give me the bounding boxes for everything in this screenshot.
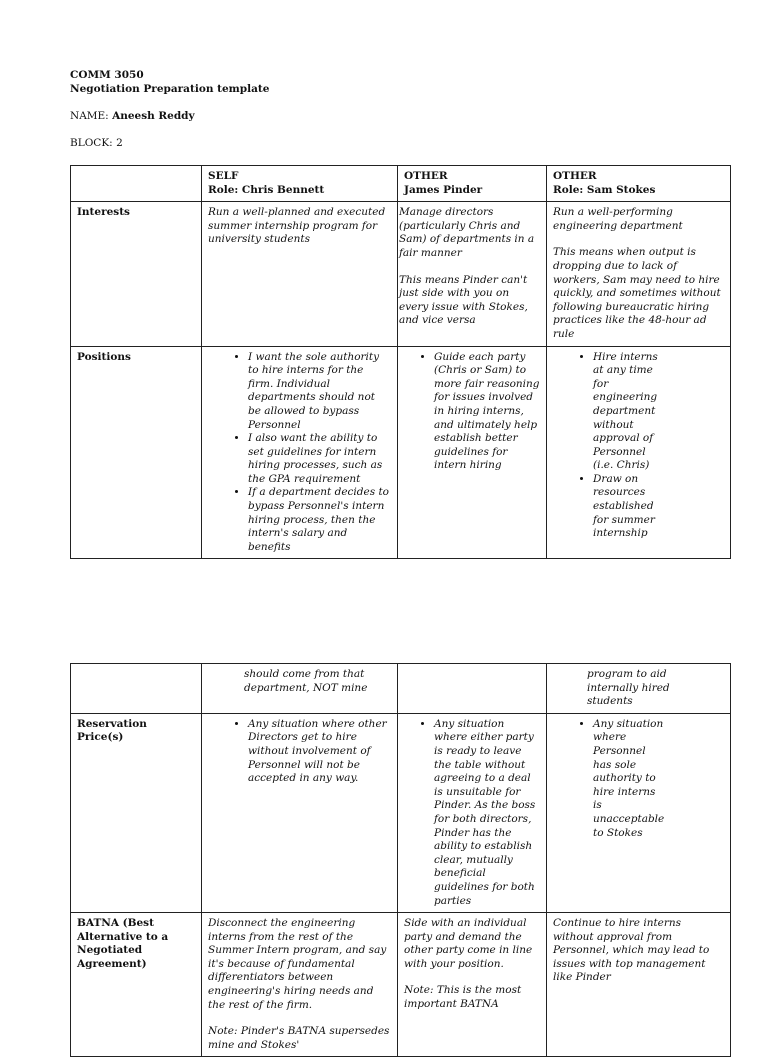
block-label: BLOCK: xyxy=(70,137,113,149)
self-header-line2: Role: Chris Bennett xyxy=(208,183,325,196)
continued-other1-empty xyxy=(398,664,547,714)
positions-other2-cell xyxy=(547,346,731,559)
self-header-line1: SELF xyxy=(208,170,239,182)
header-empty-cell xyxy=(71,166,202,202)
interests-other2-p2: This means when output is dropping due to lack of workers, Sam may need to hire quickly, and sometimes without following bureaucratic hiring practices like the 48-hour ad rule xyxy=(553,246,721,340)
document-title: Negotiation Preparation template xyxy=(70,83,270,95)
interests-other1-cell xyxy=(398,202,547,346)
other1-header-cell xyxy=(398,166,547,202)
name-line xyxy=(70,109,269,123)
course-code: COMM 3050 xyxy=(70,69,144,81)
positions-other1-cell xyxy=(398,346,547,559)
block-value: 2 xyxy=(116,137,123,149)
reservation-self-cell xyxy=(202,713,398,912)
batna-self-p1: Disconnect the engineering interns from the rest of the Summer Intern program, and say it's because of fundamental differentiators between engineering's hiring needs and the rest of the firm. xyxy=(208,917,387,1011)
positions-other2-continued: program to aid internally hired students xyxy=(547,664,731,714)
continued-empty-cell xyxy=(71,664,202,714)
interests-label: Interests xyxy=(71,202,202,346)
block-line xyxy=(70,136,269,150)
interests-other2-p1: Run a well-performing engineering department xyxy=(553,206,683,232)
batna-label: BATNA (Best Alternative to a Negotiated Agreement) xyxy=(71,913,202,1057)
interests-self-cell: Run a well-planned and executed summer internship program for university students xyxy=(202,202,398,346)
batna-row xyxy=(71,913,731,1057)
reservation-other2-cell xyxy=(547,713,731,912)
list-item: • I want the sole authority to hire interns for the firm. Individual departments should not be allowed to bypass Personnel xyxy=(248,351,391,433)
negotiation-table-part-2 xyxy=(70,663,731,1057)
negotiation-table-part-1 xyxy=(70,165,731,559)
batna-other2-p1: Continue to hire interns without approval from Personnel, which may lead to issues with top management like Pinder xyxy=(553,917,710,984)
batna-other1-p1: Side with an individual party and demand the other party come in line with your position. xyxy=(404,917,533,970)
list-item: • Hire interns at any time for engineering department without approval of Personnel (i.e. Chris) xyxy=(593,351,664,473)
list-item: • Any situation where either party is ready to leave the table without agreeing to a deal is unsuitable for Pinder. As the boss for both directors, Pinder has the ability to establish clear, mutually beneficial guidelines for both parties xyxy=(434,718,540,908)
document-header xyxy=(70,68,269,150)
self-header-cell xyxy=(202,166,398,202)
other1-header-line1: OTHER xyxy=(404,170,448,182)
list-item: • Draw on resources established for summer internship xyxy=(593,473,664,541)
positions-row xyxy=(71,346,731,559)
other1-header-line2: James Pinder xyxy=(404,183,483,196)
reservation-row xyxy=(71,713,731,912)
interests-other1-p2: This means Pinder can't just side with you on every issue with Stokes, and vice versa xyxy=(399,273,528,327)
positions-self-cell xyxy=(202,346,398,559)
name-label: NAME: xyxy=(70,110,109,122)
list-item: • If a department decides to bypass Personnel's intern hiring process, then the intern's salary and benefits xyxy=(248,486,391,554)
positions-self-continued: should come from that department, NOT mine xyxy=(202,664,398,714)
batna-other2-cell xyxy=(547,913,731,1057)
batna-self-cell xyxy=(202,913,398,1057)
name-value: Aneesh Reddy xyxy=(112,110,195,122)
batna-self-p2: Note: Pinder's BATNA supersedes mine and Stokes' xyxy=(208,1025,390,1051)
list-item: • Any situation where other Directors get to hire without involvement of Personnel will not be accepted in any way. xyxy=(248,718,387,786)
positions-label: Positions xyxy=(71,346,202,559)
list-item: • Any situation where Personnel has sole authority to hire interns is unacceptable to Stokes xyxy=(593,718,664,840)
other2-header-line2: Role: Sam Stokes xyxy=(553,183,656,196)
list-item: • Guide each party (Chris or Sam) to more fair reasoning for issues involved in hiring interns, and ultimately help establish better guidelines for intern hiring xyxy=(434,351,540,473)
other2-header-line1: OTHER xyxy=(553,170,597,182)
interests-other2-cell xyxy=(547,202,731,346)
interests-other1-p1: Manage directors (particularly Chris and Sam) of departments in a fair manner xyxy=(399,206,535,259)
table-header-row xyxy=(71,166,731,202)
batna-other1-p2: Note: This is the most important BATNA xyxy=(404,984,522,1011)
reservation-other1-cell xyxy=(398,713,547,912)
positions-continued-row xyxy=(71,664,731,714)
reservation-label: Reservation Price(s) xyxy=(71,713,202,912)
list-item: • I also want the ability to set guidelines for intern hiring processes, such as the GPA requirement xyxy=(248,432,391,486)
other2-header-cell xyxy=(547,166,731,202)
batna-other1-cell xyxy=(398,913,547,1057)
interests-row xyxy=(71,202,731,346)
